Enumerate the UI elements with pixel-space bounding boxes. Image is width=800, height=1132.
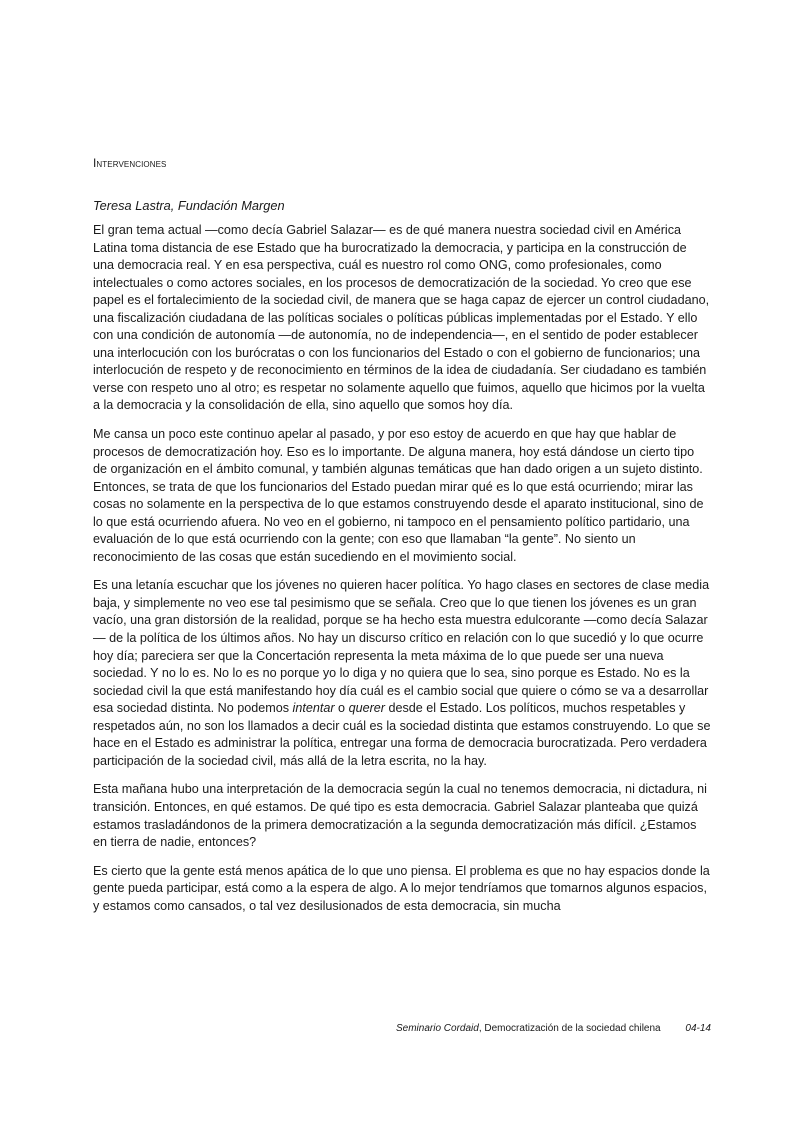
section-heading: Intervenciones [93, 156, 167, 170]
footer-source-subtitle: , Democratización de la sociedad chilena [478, 1023, 661, 1034]
speaker-attribution: Teresa Lastra, Fundación Margen [93, 198, 285, 213]
paragraph-text: desde el Estado. Los políticos, muchos respetables y respetados aún, no son los llamados a decir cuál es la sociedad distinta que estamos construyendo. Lo que se hace en el Estado es administrar la política, entregar una forma de democracia burocratizada. Pero verdadera participación de la sociedad civil, más allá de la letra escrita, no la hay. [93, 701, 711, 768]
page-number: 04-14 [685, 1023, 711, 1034]
paragraph [93, 577, 711, 770]
paragraph: Me cansa un poco este continuo apelar al pasado, y por eso estoy de acuerdo en que hay que hablar de procesos de democratización hoy. Eso es lo importante. De alguna manera, hoy está dándose un cierto tipo de organización en el ámbito comunal, y también algunas temáticas que han dado origen a un sujeto distinto. Entonces, se trata de que los funcionarios del Estado puedan mirar qué es lo que está ocurriendo; mirar las cosas no solamente en la perspectiva de lo que estamos construyendo desde el aparato institucional, sino de lo que está ocurriendo afuera. No veo en el gobierno, ni tampoco en el pensamiento político partidario, una evaluación de lo que está ocurriendo con la gente; con eso que llamaban “la gente”. No siento un reconocimiento de las cosas que están sucediendo en el movimiento social. [93, 427, 704, 564]
paragraph-text: o [334, 701, 349, 716]
body-text [93, 222, 711, 926]
footer-source-title: Seminario Cordaid [396, 1023, 479, 1034]
emphasis-text: intentar [292, 701, 335, 716]
page-footer [396, 1023, 711, 1034]
paragraph: Es cierto que la gente está menos apática de lo que uno piensa. El problema es que no hay espacios donde la gente pueda participar, está como a la espera de algo. A lo mejor tendríamos que tomarnos algunos espacios, y estamos como cansados, o tal vez desilusionados de esta democracia, sin mucha [93, 863, 710, 913]
paragraph-text: Es una letanía escuchar que los jóvenes no quieren hacer política. Yo hago clases en sectores de clase media baja, y simplemente no veo ese tal pesimismo que se señala. Creo que lo que tienen los jóvenes es un gran vacío, una gran distorsión de la realidad, porque se ha hecho esta muestra edulcorante —como decía Salazar— de la política de los últimos años. No hay un discurso crítico en relación con lo que sucedió y lo que ocurre hoy día; pareciera ser que la Concertación representa la meta máxima de lo que puede ser una nueva sociedad. Y no lo es. No lo es no porque yo lo diga y no quiera que lo sea, sino porque es Estado. No es la sociedad civil la que está manifestando hoy día cuál es el cambio social que quiere o cómo se va a desarrollar esa sociedad distinta. No podemos [93, 578, 710, 716]
emphasis-text: querer [348, 701, 385, 716]
paragraph: Esta mañana hubo una interpretación de la democracia según la cual no tenemos democracia, ni dictadura, ni transición. Entonces, en qué estamos. De qué tipo es esta democracia. Gabriel Salazar planteaba que quizá estamos trasladándonos de la primera democratización a la segunda democratización más difícil. ¿Estamos en tierra de nadie, entonces? [93, 782, 707, 850]
paragraph: El gran tema actual —como decía Gabriel Salazar— es de qué manera nuestra sociedad civil en América Latina toma distancia de ese Estado que ha burocratizado la democracia, y participa en la construcción de una democracia real. Y en esa perspectiva, cuál es nuestro rol como ONG, como profesionales, como intelectuales o como actores sociales, en los procesos de democratización de la sociedad. Yo creo que ese papel es el fortalecimiento de la sociedad civil, de manera que se haga capaz de ejercer un control ciudadano, una fiscalización ciudadana de las políticas sociales o políticas públicas implementadas por el Estado. Y ello con una condición de autonomía —de autonomía, no de independencia—, en el sentido de poder establecer una interlocución con los burócratas o con los funcionarios del Estado o con el gobierno de funcionarios; una interlocución de respeto y de reconocimiento en términos de la idea de ciudadanía. Ser ciudadano es también verse con respeto uno al otro; es respetar no solamente aquello que fuimos, aquello que hicimos por la vuelta a la democracia y la consolidación de ella, sino aquello que somos hoy día. [93, 223, 710, 413]
